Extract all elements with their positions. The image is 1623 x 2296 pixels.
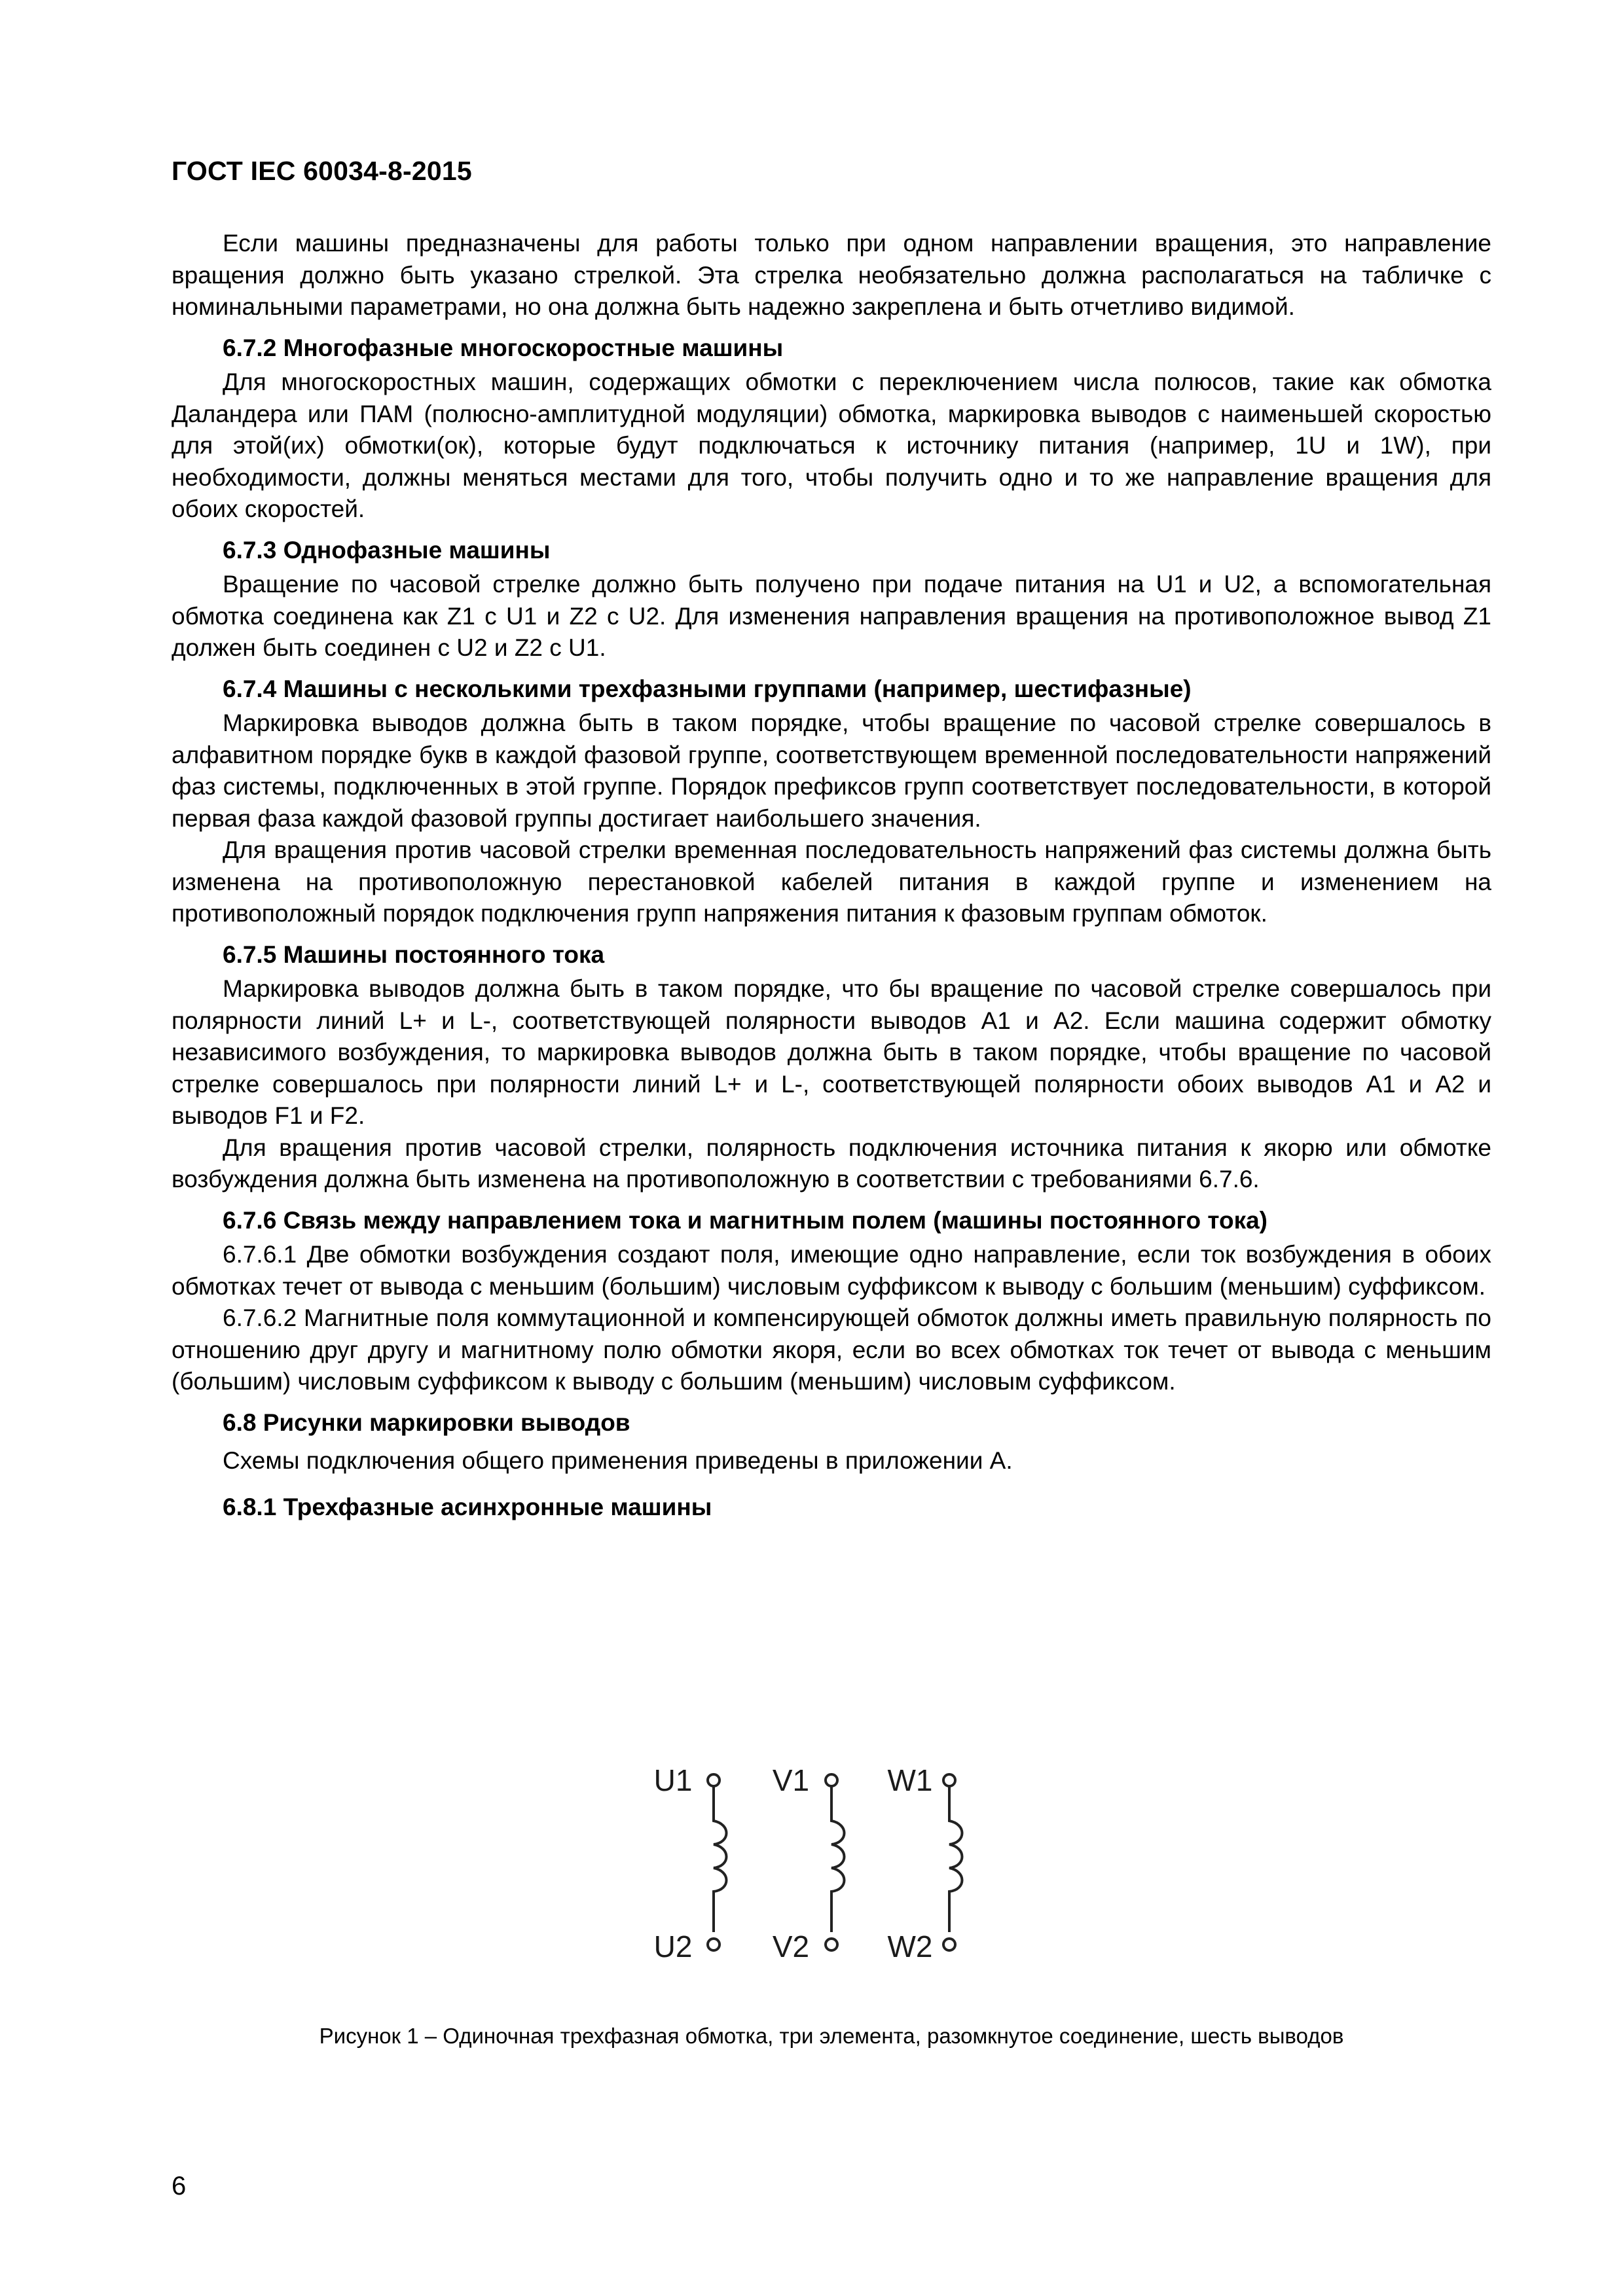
figure-caption: Рисунок 1 – Одиночная трехфазная обмотка, три элемента, разомкнутое соединение, шесть выводов bbox=[319, 2024, 1344, 2048]
coil-u-icon bbox=[714, 1786, 727, 1932]
document-body bbox=[172, 228, 1491, 1526]
section-paragraph: Вращение по часовой стрелке должно быть получено при подаче питания на U1 и U2, а вспомогательная обмотка соединена как Z1 с U1 и Z2 с U2. Для изменения направления вращения на противоположное вывод Z1 должен быть соединен с U2 и Z2 с U1. bbox=[172, 571, 1491, 661]
terminal-circle-w1 bbox=[943, 1774, 955, 1786]
winding-w bbox=[888, 1763, 962, 1964]
terminal-circle-v2 bbox=[826, 1939, 837, 1950]
terminal-circle-v1 bbox=[826, 1774, 837, 1786]
section-paragraph: 6.7.6.2 Магнитные поля коммутационной и компенсирующей обмоток должны иметь правильную полярность по отношению друг другу и магнитному полю обмотки якоря, если во всех обмотках ток течет от вывода с меньшим (большим) числовым суффиксом к выводу с большим (меньшим) числовым суффиксом. bbox=[172, 1304, 1491, 1395]
coil-w-icon bbox=[949, 1786, 962, 1932]
terminal-label-u2: U2 bbox=[653, 1929, 693, 1964]
section-paragraph: Маркировка выводов должна быть в таком порядке, чтобы вращение по часовой стрелке совершалось в алфавитном порядке букв в каждой фазовой группе, соответствующем временной последовательности напряжений фаз системы, подключенных в этой группе. Порядок префиксов групп соответствует последовательности, в которой первая фаза каждой фазовой группы достигает наибольшего значения. bbox=[172, 709, 1491, 832]
section-paragraph: Для многоскоростных машин, содержащих обмотки с переключением числа полюсов, такие как обмотка Даландера или ПАМ (полюсно-амплитудной модуляции) обмотка, маркировка выводов с наименьшей скоростью для этой(их) обмотки(ок), которые будут подключаться к источнику питания (например, 1U и 1W), при необходимости, должны меняться местами для того, чтобы получить одно и то же направление вращения для обоих скоростей. bbox=[172, 368, 1491, 522]
section-paragraph: Для вращения против часовой стрелки, полярность подключения источника питания к якорю или обмотке возбуждения должна быть изменена на противоположную в соответствии с требованиями 6.7.6. bbox=[172, 1134, 1491, 1193]
terminal-label-v1: V1 bbox=[772, 1763, 810, 1797]
winding-diagram-svg bbox=[648, 1758, 1015, 1981]
document-header: ГОСТ IEC 60034-8-2015 bbox=[172, 156, 472, 186]
terminal-circle-u1 bbox=[708, 1774, 720, 1786]
winding-u bbox=[654, 1763, 727, 1964]
terminal-label-w1: W1 bbox=[887, 1763, 933, 1797]
section-heading-6-7-2: 6.7.2 Многофазные многоскоростные машины bbox=[223, 334, 784, 361]
section-heading-6-8: 6.8 Рисунки маркировки выводов bbox=[223, 1408, 630, 1436]
winding-v bbox=[773, 1763, 845, 1964]
section-paragraph: Для вращения против часовой стрелки временная последовательность напряжений фаз системы должна быть изменена на противоположную перестановкой кабелей питания в каждой группе и изменением на противоположный порядок подключения групп напряжения питания к фазовым группам обмоток. bbox=[172, 836, 1491, 927]
section-heading-6-8-1: 6.8.1 Трехфазные асинхронные машины bbox=[223, 1493, 712, 1520]
section-paragraph: 6.7.6.1 Две обмотки возбуждения создают поля, имеющие одно направление, если ток возбуждения в обоих обмотках течет от вывода с меньшим (большим) числовым суффиксом к выводу с большим (меньшим) суффиксом. bbox=[172, 1241, 1491, 1300]
page-number: 6 bbox=[172, 2172, 187, 2200]
winding-diagram bbox=[648, 1758, 1015, 1981]
section-paragraph: Схемы подключения общего применения приведены в приложении А. bbox=[223, 1447, 1013, 1474]
intro-paragraph: Если машины предназначены для работы только при одном направлении вращения, это направление вращения должно быть указано стрелкой. Эта стрелка необязательно должна располагаться на табличке с номинальными параметрами, но она должна быть надежно закреплена и быть отчетливо видимой. bbox=[172, 230, 1491, 320]
section-heading-6-7-4: 6.7.4 Машины с несколькими трехфазными группами (например, шестифазные) bbox=[223, 675, 1192, 702]
terminal-label-v2: V2 bbox=[772, 1929, 810, 1964]
terminal-label-w2: W2 bbox=[887, 1929, 933, 1964]
section-heading-6-7-3: 6.7.3 Однофазные машины bbox=[223, 536, 551, 564]
coil-v-icon bbox=[831, 1786, 845, 1932]
section-heading-6-7-6: 6.7.6 Связь между направлением тока и магнитным полем (машины постоянного тока) bbox=[223, 1206, 1268, 1234]
terminal-circle-w2 bbox=[943, 1939, 955, 1950]
section-paragraph: Маркировка выводов должна быть в таком порядке, что бы вращение по часовой стрелке совершалось при полярности линий L+ и L-, соответствующей полярности выводов А1 и А2. Если машина содержит обмотку независимого возбуждения, то маркировка выводов должна быть в таком порядке, чтобы вращение по часовой стрелке совершалось при полярности линий L+ и L-, соответствующей полярности обоих выводов А1 и А2 и выводов F1 и F2. bbox=[172, 975, 1491, 1129]
terminal-circle-u2 bbox=[708, 1939, 720, 1950]
section-heading-6-7-5: 6.7.5 Машины постоянного тока bbox=[223, 941, 605, 968]
terminal-label-u1: U1 bbox=[653, 1763, 693, 1797]
